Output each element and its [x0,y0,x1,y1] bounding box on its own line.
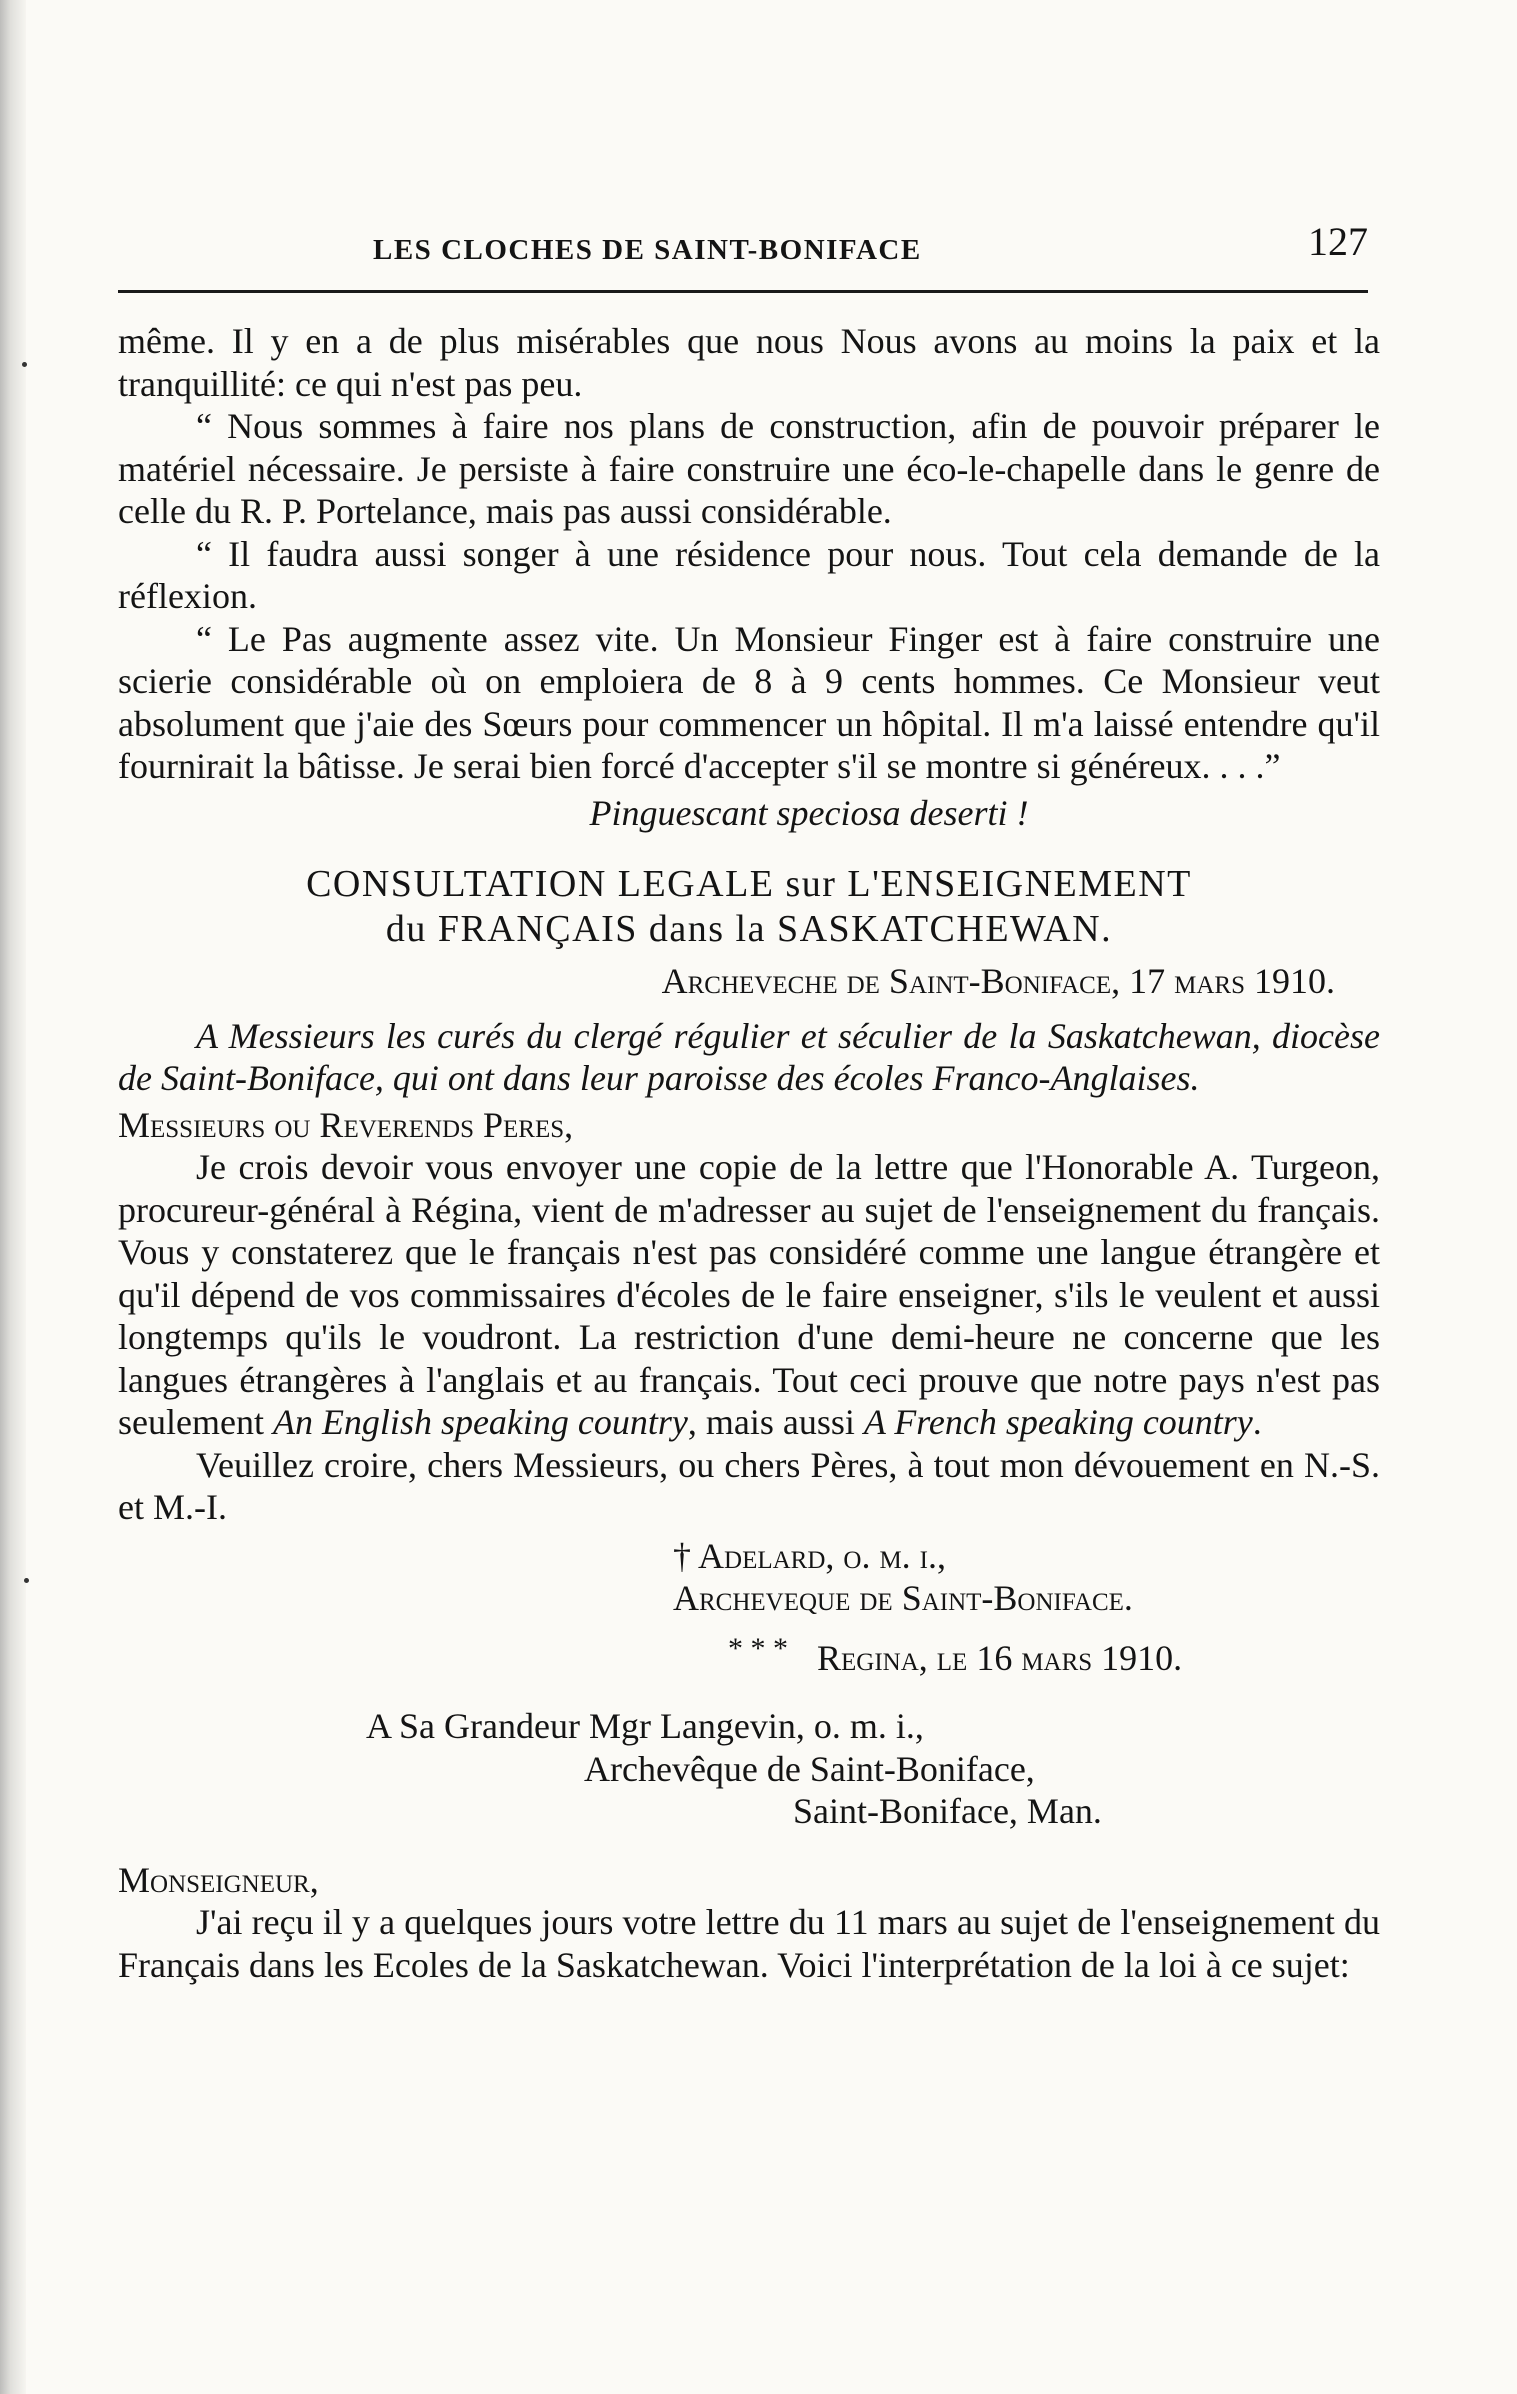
recipient-line-3: Saint-Boniface, Man. [793,1791,1102,1831]
latin-quote: Pinguescant speciosa deserti ! [589,792,1029,833]
recipient-line-2: Archevêque de Saint-Boniface, [584,1748,1035,1789]
section-dateline: Archeveche de Saint-Boniface, 17 mars 1910. [661,961,1335,1001]
page-header [118,218,1368,278]
section-title-line-1: CONSULTATION LEGALE sur L'ENSEIGNEMENT [306,863,1192,905]
letter-body-text: Je crois devoir vous envoyer une copie de la lettre que l'Honorable A. Turgeon, procureur-général à Régina, vient de m'adresser au sujet de l'enseignement du français. Vous y constaterez que le français n'est pas considéré comme une langue étrangère et qu'il dépend de vos commissaires d'écoles de le faire enseigner, s'ils le veulent et aussi longtemps qu'ils le voudront. La restriction d'une demi-heure ne concerne que les langues étrangères à l'anglais et au français. Tout ceci prouve que notre pays n'est pas seulement [118,1147,1380,1442]
margin-mark [22,362,27,367]
letter-body-mid: , mais aussi [687,1402,864,1442]
page-number: 127 [1308,219,1368,264]
letter-body-end: . [1252,1402,1262,1442]
asterism: * * * [728,1631,788,1665]
signature-title: Archeveque de Saint-Boniface. [673,1578,1133,1618]
reply-header [118,1631,1380,1680]
reply-greeting: Monseigneur, [118,1859,319,1900]
section-title-line-2: du FRANÇAIS dans la SASKATCHEWAN. [385,908,1113,950]
margin-mark [24,1578,29,1583]
page-body [118,320,1380,1986]
reply-body: J'ai reçu il y a quelques jours votre lettre du 11 mars au sujet de l'enseignement du Français dans les Ecoles de la Saskatchewan. Voici l'interprétation de la loi à ce sujet: [118,1902,1380,1985]
english-country-phrase: An English speaking country [272,1402,688,1442]
paragraph-closing: Veuillez croire, chers Messieurs, ou chers Pères, à tout mon dévouement en N.-S. et M.-I. [118,1444,1380,1527]
recipient-line-1: A Sa Grandeur Mgr Langevin, o. m. i., [366,1706,924,1746]
reply-dateline: Regina, le 16 mars 1910. [817,1637,1183,1678]
addressee: A Messieurs les curés du clergé régulier et séculier de la Saskatchewan, diocèse de Saint-Boniface, qui ont dans leur paroisse des écoles Franco-Anglaises. [118,1015,1380,1098]
paragraph-letter-body [118,1146,1380,1444]
salutation: Messieurs ou Reverends Peres, [118,1104,574,1145]
paragraph-residence: “ Il faudra aussi songer à une résidence pour nous. Tout cela demande de la réflexion. [118,533,1380,616]
paragraph-construction: “ Nous sommes à faire nos plans de construction, afin de pouvoir préparer le matériel nécessaire. Je persiste à faire construire une éco-le-chapelle dans le genre de celle du R. P. Portelance, mais pas aussi considérable. [118,406,1380,531]
paragraph-le-pas: “ Le Pas augmente assez vite. Un Monsieur Finger est à faire construire une scierie considérable où on emploiera de 8 à 9 cents hommes. Ce Monsieur veut absolument que j'aie des Sœurs pour commencer un hôpital. Il m'a laissé entendre qu'il fournirait la bâtisse. Je serai bien forcé d'accepter s'il se montre si généreux. . . .” [118,618,1380,786]
signature-name: † Adelard, o. m. i., [673,1535,946,1576]
running-title: LES CLOCHES DE SAINT-BONIFACE [373,234,922,266]
french-country-phrase: A French speaking country [863,1402,1253,1442]
paragraph-continuation: même. Il y en a de plus misérables que nous Nous avons au moins la paix et la tranquillité: ce qui n'est pas peu. [118,321,1380,404]
header-rule [118,290,1368,293]
